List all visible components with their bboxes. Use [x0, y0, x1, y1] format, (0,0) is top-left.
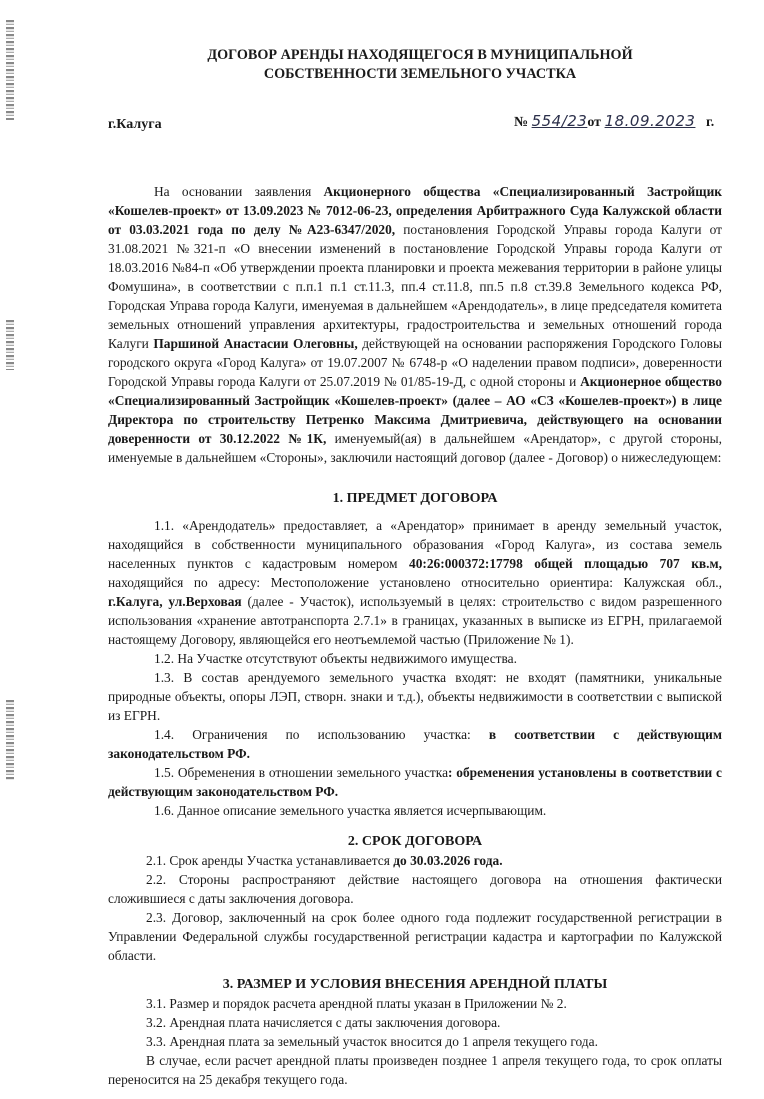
title-line-2: СОБСТВЕННОСТИ ЗЕМЕЛЬНОГО УЧАСТКА: [263, 66, 577, 82]
bold-text: г.Калуга, ул.Верховая: [108, 594, 242, 609]
text: действующей на основании распоряжения Городского Головы городского округа «Город Калуга» от 19.07.2007 № 6748-р «О наделении правом подписи», доверенности Городской Управы города Калуги от 25.07.2019 № 01/85-19-Д, с одной стороны и: [108, 336, 722, 389]
city: г.Калуга: [108, 117, 162, 132]
text: В случае, если расчет арендной платы произведен позднее 1 апреля текущего года, то срок оплаты переносится на 25 декабря текущего года.: [108, 1053, 722, 1087]
text: (далее - Участок), используемый в целях: строительство с видом разрешенного использования «хранение автотранспорта 2.7.1» в границах, указанных в выписке из ЕГРН, прилагаемой настоящему Договору, являющейся его неотъемлемой частью (Приложение № 1).: [108, 594, 722, 647]
preamble: [108, 182, 722, 467]
text: 3.1. Размер и порядок расчета арендной платы указан в Приложении № 2.: [146, 996, 567, 1011]
contract-date: 18.09.2023: [604, 112, 696, 130]
text: 1.1. «Арендодатель» предоставляет, а «Арендатор» принимает в аренду земельный участок, находящийся в собственности муниципального образования «Город Калуга», из состава земель населенных пунктов с кадастровым номером: [108, 518, 722, 571]
number-prefix: №: [514, 115, 529, 130]
text: находящийся по адресу: Местоположение установлено относительно ориентира: Калужская обл.,: [108, 575, 722, 590]
bold-text: : обременения установлены в соответствии с действующим законодательством РФ.: [108, 765, 722, 799]
text: 1.5. Обременения в отношении земельного участка: [154, 765, 449, 780]
section-1: [108, 489, 722, 820]
clause-paragraph: [108, 801, 722, 820]
bold-text: до 30.03.2026 года.: [393, 853, 503, 868]
text: 1.3. В состав арендуемого земельного участка входят: не входят (памятники, уникальные природные объекты, опоры ЛЭП, створн. знаки и т.д.), объекты недвижимости в соответствии с выпиской из ЕГРН.: [108, 670, 722, 723]
section-heading: 3. РАЗМЕР И УСЛОВИЯ ВНЕСЕНИЯ АРЕНДНОЙ ПЛАТЫ: [222, 977, 608, 992]
text: 3.3. Арендная плата за земельный участок вносится до 1 апреля текущего года.: [146, 1034, 598, 1049]
date-prefix: от: [587, 115, 602, 130]
clause-paragraph: [108, 870, 722, 908]
clause-paragraph: [108, 668, 722, 725]
text: 2.3. Договор, заключенный на срок более одного года подлежит государственной регистрации в Управлении Федеральной службы государственной регистрации кадастра и картографии по Калужской области.: [108, 910, 722, 963]
clause-paragraph: [108, 851, 722, 870]
text: 1.4. Ограничения по использованию участка:: [154, 727, 489, 742]
text: именуемый(ая) в дальнейшем «Арендатор», с другой стороны, именуемые в дальнейшем «Стороны», заключили настоящий договор (далее - Договор) о нижеследующем:: [108, 431, 722, 465]
text: 1.6. Данное описание земельного участка является исчерпывающим.: [154, 803, 547, 818]
section-2: [108, 832, 722, 965]
clause-paragraph: [108, 725, 722, 763]
clause-paragraph: [108, 516, 722, 649]
preamble-paragraph: [108, 182, 722, 467]
bold-text: в соответствии с действующим законодательством РФ.: [108, 727, 722, 761]
clause-paragraph: [108, 908, 722, 965]
date-suffix: г.: [705, 115, 715, 130]
text: 3.2. Арендная плата начисляется с даты заключения договора.: [146, 1015, 501, 1030]
section-heading: 2. СРОК ДОГОВОРА: [347, 834, 483, 849]
text: постановления Городской Управы города Калуги от 31.08.2021 №321-п «О внесении изменений в постановление Городской Управы города Калуги от 18.03.2016 №84-п «Об утверждении проекта планировки и проекта межевания территории в районе улицы Фомушина», в соответствии с п.п.1 п.1 ст.11.3, пп.4 ст.11.8, пп.5 п.8 ст.39.8 Земельного кодекса РФ, Городская Управа города Калуги, именуемая в дальнейшем «Арендодатель», в лице председателя комитета земельных отношений управления архитектуры, градостроительства и земельных отношений города Калуги: [108, 222, 722, 351]
clause-paragraph: [108, 1051, 722, 1089]
text: На основании заявления: [154, 184, 324, 199]
text: 2.1. Срок аренды Участка устанавливается: [146, 853, 394, 868]
clause-paragraph: [108, 994, 722, 1013]
section-heading: 1. ПРЕДМЕТ ДОГОВОРА: [332, 491, 498, 506]
section-3: [108, 975, 722, 1089]
bold-text: 40:26:000372:17798 общей площадью 707 кв.м,: [409, 556, 722, 571]
scan-artifact: [6, 700, 14, 780]
bold-text: Акционерного общества «Специализированный Застройщик «Кошелев-проект» от 13.09.2023 № 7012-06-23, определения Арбитражного Суда Калужской области от 03.03.2021 года по делу №А23-6347/2020,: [108, 184, 722, 237]
title-line-1: ДОГОВОР АРЕНДЫ НАХОДЯЩЕГОСЯ В МУНИЦИПАЛЬНОЙ: [207, 47, 633, 63]
text: 1.2. На Участке отсутствуют объекты недвижимого имущества.: [154, 651, 517, 666]
scan-artifact: [6, 20, 14, 120]
bold-text: Акционерное общество «Специализированный Застройщик «Кошелев-проект» (далее – АО «СЗ «Кошелев-проект») в лице Директора по строительству Петренко Максима Дмитриевича, действующего на основании доверенности от 30.12.2022 №1К,: [108, 374, 722, 446]
clause-paragraph: [108, 763, 722, 801]
bold-text: Паршиной Анастасии Олеговны,: [153, 336, 358, 351]
document-body: [108, 0, 722, 1099]
contract-number: 554/23: [531, 112, 588, 130]
clause-paragraph: [108, 1013, 722, 1032]
scan-artifact: [6, 320, 14, 370]
clause-paragraph: [108, 649, 722, 668]
clause-paragraph: [108, 1032, 722, 1051]
text: 2.2. Стороны распространяют действие настоящего договора на отношения фактически сложившиеся с даты заключения договора.: [108, 872, 722, 906]
